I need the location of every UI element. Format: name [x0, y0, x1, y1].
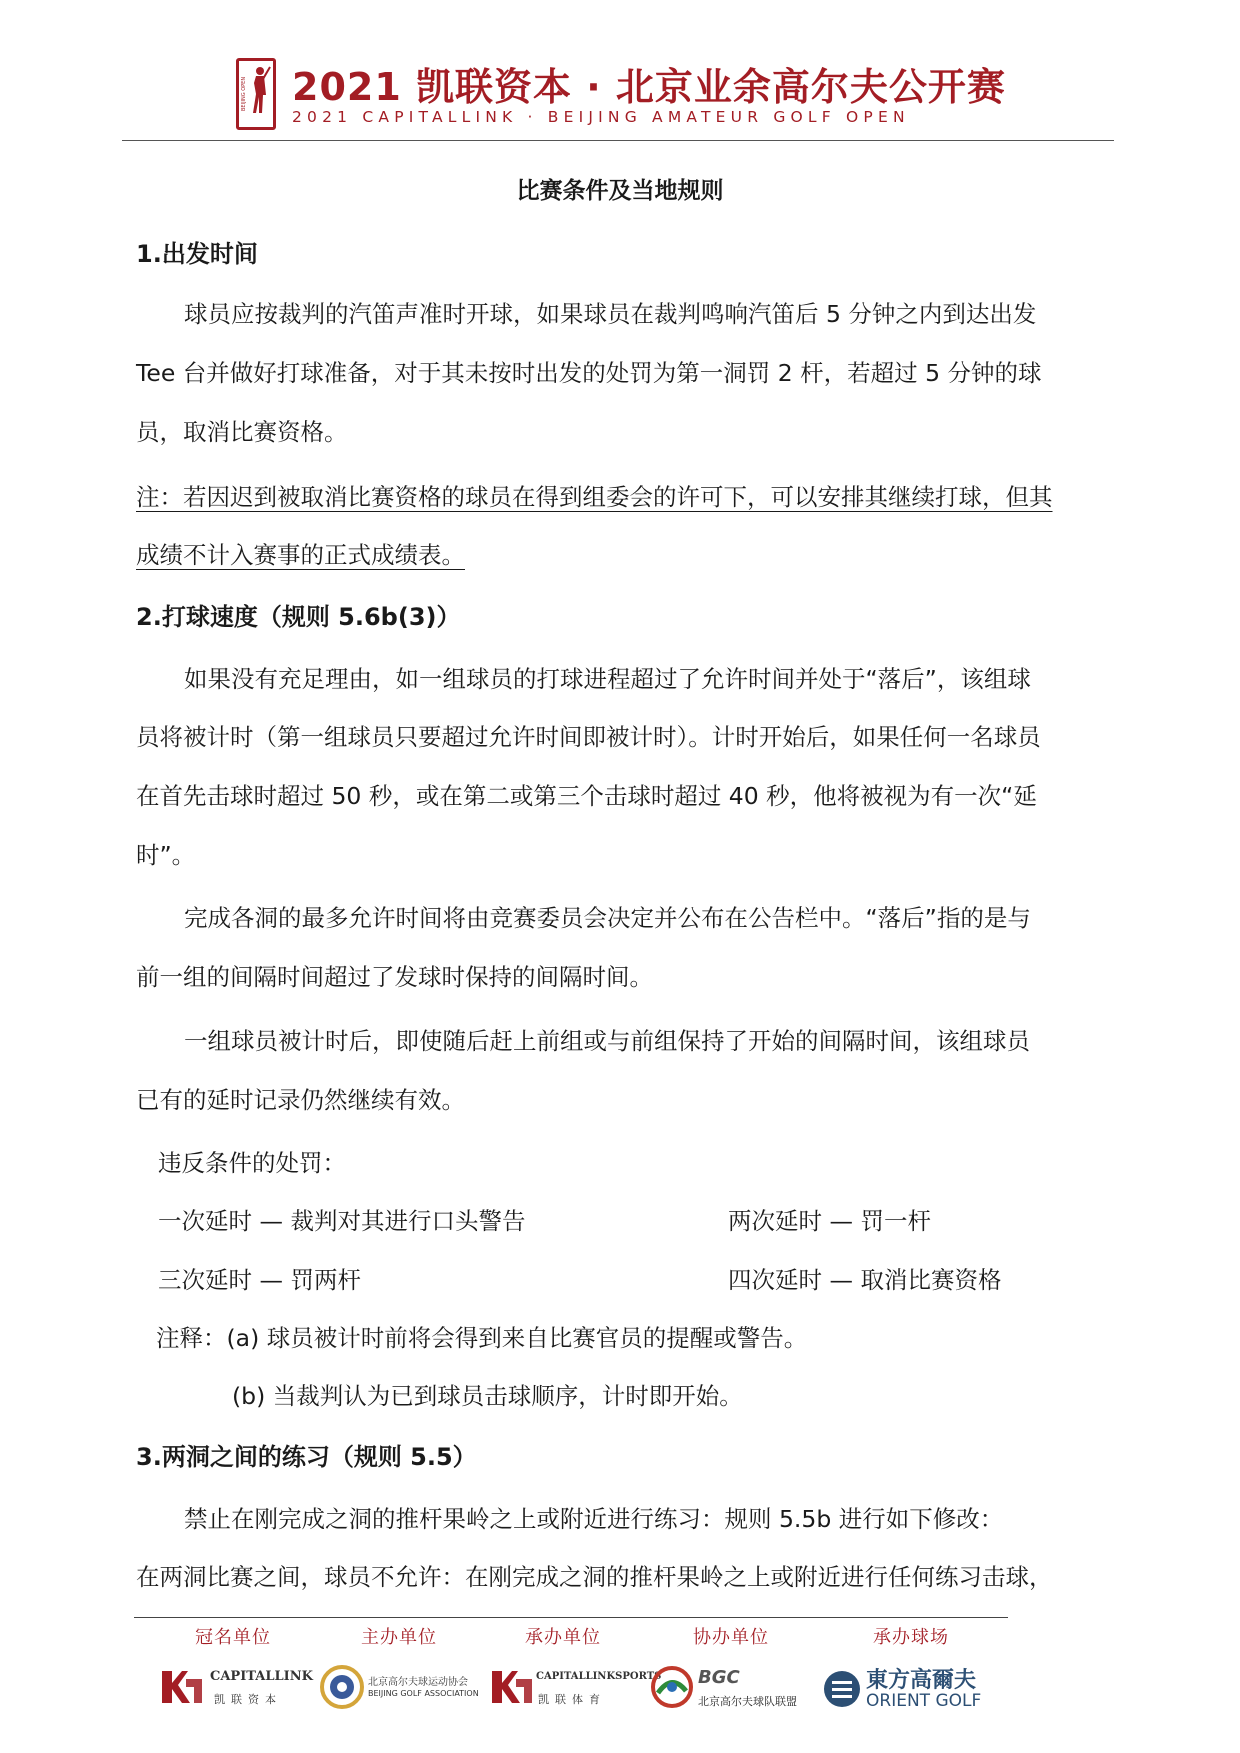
sponsor-name-cn: 北京高尔夫球队联盟 [698, 1695, 797, 1708]
sponsor-organizer [478, 1623, 662, 1706]
document-title: 比赛条件及当地规则 [516, 178, 724, 204]
penalty-item: 一次延时 — 裁判对其进行口头警告 [158, 1207, 526, 1235]
section-3-heading: 3.两洞之间的练习（规则 5.5） [136, 1443, 477, 1471]
paragraph-line: 时”。 [136, 841, 196, 869]
golfer-icon [239, 61, 273, 127]
sponsor-label: 冠名单位 [195, 1627, 271, 1648]
sponsor-host [314, 1623, 484, 1698]
sponsor-name-en: CAPITALLINK [210, 1669, 313, 1684]
sponsor-name-cn: 凯联资本 [214, 1693, 282, 1706]
paragraph-line: 禁止在刚完成之洞的推杆果岭之上或附近进行练习：规则 5.5b 进行如下修改： [184, 1505, 1004, 1533]
penalty-item: 两次延时 — 罚一杆 [728, 1207, 931, 1235]
paragraph-line: 如果没有充足理由，如一组球员的打球进程超过了允许时间并处于“落后”，该组球 [184, 665, 1031, 693]
sponsor-label: 承办球场 [873, 1627, 949, 1648]
note-item: 注释：(a) 球员被计时前将会得到来自比赛官员的提醒或警告。 [156, 1324, 808, 1352]
logo-vertical-text: BEIJING OPEN [241, 76, 247, 111]
paragraph-line: 完成各洞的最多允许时间将由竞赛委员会决定并公布在公告栏中。“落后”指的是与 [184, 904, 1031, 932]
sponsor-venue [826, 1623, 996, 1711]
sponsor-label: 主办单位 [361, 1627, 437, 1648]
note-item: (b) 当裁判认为已到球员击球顺序，计时即开始。 [232, 1382, 743, 1410]
bga-logo [314, 1661, 484, 1719]
tournament-title-cn: 2021 凯联资本 · 北京业余高尔夫公开赛 [292, 65, 1006, 109]
sponsor-name-cn: 北京高尔夫球运动协会 [368, 1677, 468, 1688]
capitallinksports-mark-icon [488, 1663, 538, 1713]
paragraph-line: 已有的延时记录仍然继续有效。 [136, 1086, 465, 1114]
section-2-heading: 2.打球速度（规则 5.6b(3)） [136, 603, 461, 631]
sponsor-name-en: CAPITALLINKSPORTS [536, 1671, 662, 1682]
orient-golf-logo [826, 1661, 996, 1719]
header-divider [122, 140, 1114, 141]
sponsor-label: 协办单位 [693, 1627, 769, 1648]
section-1-heading: 1.出发时间 [136, 240, 258, 268]
tournament-logo [236, 58, 276, 130]
sponsor-name-cn: 東方高爾夫 [866, 1668, 977, 1693]
sponsor-label: 承办单位 [525, 1627, 601, 1648]
capitallink-logo [148, 1661, 318, 1719]
paragraph-line: 前一组的间隔时间超过了发球时保持的间隔时间。 [136, 963, 653, 991]
footer-divider [134, 1617, 1008, 1618]
capitallinksports-logo [478, 1661, 662, 1719]
sponsor-name-en: ORIENT GOLF [866, 1691, 982, 1711]
bga-emblem-icon [320, 1663, 364, 1711]
paragraph-line: Tee 台并做好打球准备，对于其未按时出发的处罚为第一洞罚 2 杆，若超过 5 分钟的球 [136, 359, 1042, 387]
paragraph-line: 一组球员被计时后，即使随后赶上前组或与前组保持了开始的间隔时间，该组球员 [184, 1027, 1030, 1055]
paragraph-line: 员，取消比赛资格。 [136, 418, 348, 446]
sponsor-name-cn: 凯联体育 [538, 1693, 606, 1706]
bgc-logo [646, 1661, 816, 1719]
paragraph-line: 在首先击球时超过 50 秒，或在第二或第三个击球时超过 40 秒，他将被视为有一次“延 [136, 782, 1037, 810]
paragraph-line: 在两洞比赛之间，球员不允许：在刚完成之洞的推杆果岭之上或附近进行任何练习击球， [136, 1563, 1053, 1591]
page-header [0, 0, 1240, 140]
penalty-item: 四次延时 — 取消比赛资格 [728, 1266, 1002, 1294]
note-line: 成绩不计入赛事的正式成绩表。 [136, 541, 465, 569]
penalty-title: 违反条件的处罚： [158, 1149, 346, 1177]
sponsor-name-en: BGC [698, 1667, 740, 1688]
note-line: 注：若因迟到被取消比赛资格的球员在得到组委会的许可下，可以安排其继续打球，但其 [136, 483, 1053, 511]
penalty-item: 三次延时 — 罚两杆 [158, 1266, 361, 1294]
tournament-title-en: 2021 CAPITALLINK · BEIJING AMATEUR GOLF OPEN [292, 108, 910, 126]
paragraph-line: 球员应按裁判的汽笛声准时开球，如果球员在裁判鸣响汽笛后 5 分钟之内到达出发 [184, 300, 1037, 328]
sponsor-title [148, 1623, 318, 1706]
sponsor-name-en: BEIJING GOLF ASSOCIATION [368, 1689, 479, 1698]
paragraph-line: 员将被计时（第一组球员只要超过允许时间即被计时）。计时开始后，如果任何一名球员 [136, 723, 1041, 751]
sponsor-co-organizer [646, 1623, 816, 1708]
capitallink-mark-icon [158, 1663, 208, 1713]
orient-golf-emblem-icon [822, 1667, 862, 1711]
bgc-emblem-icon [650, 1663, 694, 1711]
